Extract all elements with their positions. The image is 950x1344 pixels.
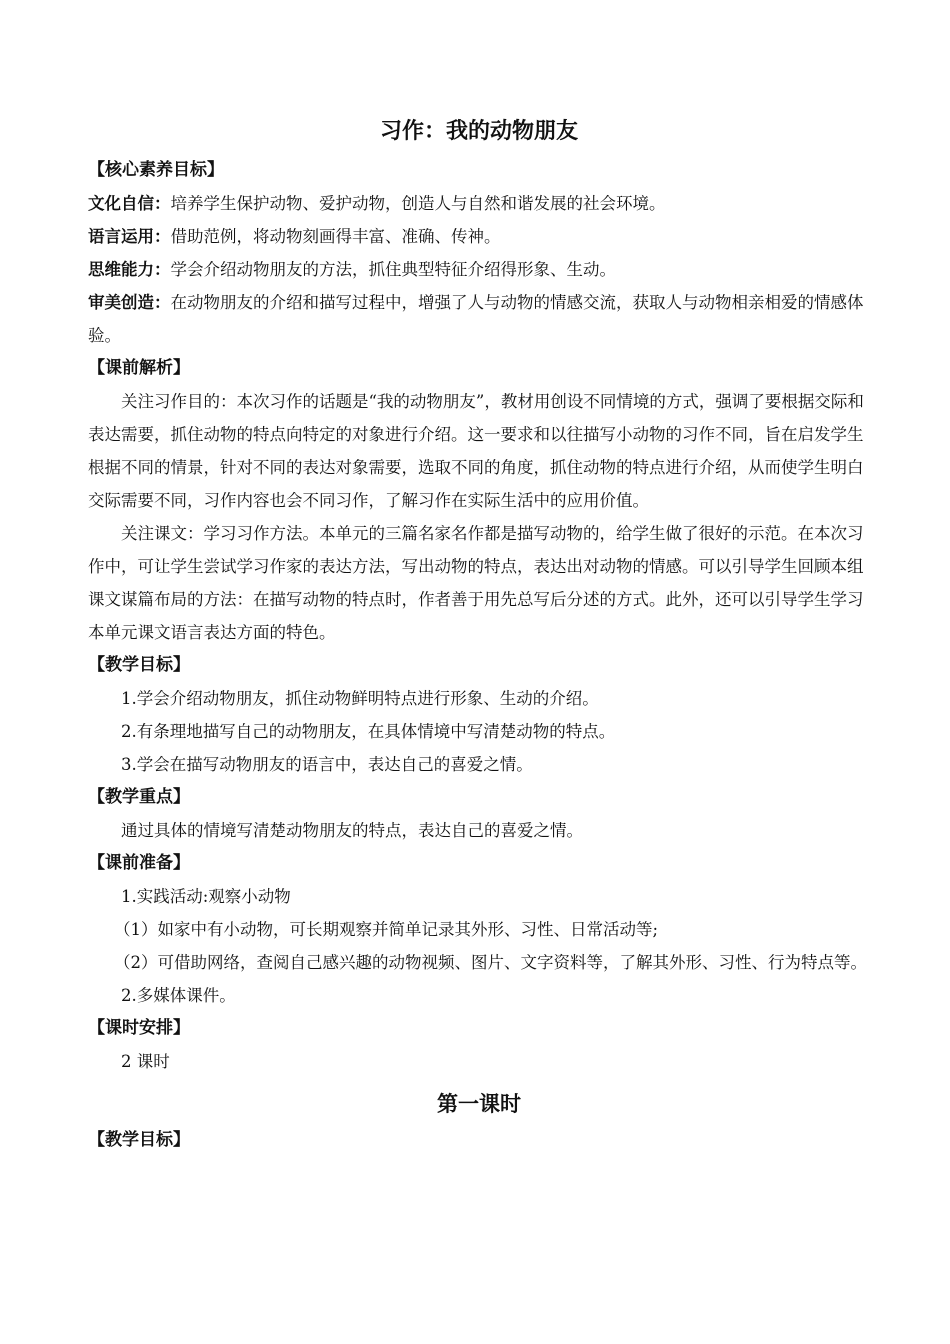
schedule-text: 2 课时	[121, 1052, 170, 1071]
lesson-goals-heading: 【教学目标】	[88, 1130, 190, 1150]
preparation-item: 1.实践活动:观察小动物	[121, 887, 291, 906]
pre-analysis-paragraph: 关注课文：学习习作方法。本单元的三篇名家名作都是描写动物的，给学生做了很好的示范。在本次习作中，可让学生尝试学习作家的表达方法，写出动物的特点，表达出对动物的情感。可以引导学生回顾本组课文谋篇布局的方法：在描写动物的特点时，作者善于用先总写后分述的方式。此外，还可以引导学生学习本单元课文语言表达方面的特色。	[88, 524, 864, 642]
core-goal-text: 学会介绍动物朋友的方法，抓住典型特征介绍得形象、生动。	[170, 260, 616, 279]
core-goal-label: 语言运用：	[88, 227, 171, 246]
pre-analysis-paragraph: 关注习作目的：本次习作的话题是“我的动物朋友”，教材用创设不同情境的方式，强调了要根据交际和表达需要，抓住动物的特点向特定的对象进行介绍。这一要求和以往描写小动物的习作不同，旨在启发学生根据不同的情景，针对不同的表达对象需要，选取不同的角度，抓住动物的特点进行介绍，从而使学生明白交际需要不同，习作内容也会不同习作，了解习作在实际生活中的应用价值。	[88, 392, 864, 510]
teaching-goal-item: 1.学会介绍动物朋友，抓住动物鲜明特点进行形象、生动的介绍。	[121, 689, 599, 708]
lesson-title: 第一课时	[437, 1092, 521, 1116]
preparation-subitem: （2）可借助网络，查阅自己感兴趣的动物视频、图片、文字资料等，了解其外形、习性、行为特点等。	[114, 953, 867, 972]
document-page	[88, 112, 870, 1157]
core-goal-label: 审美创造：	[88, 293, 171, 312]
schedule-heading: 【课时安排】	[88, 1018, 190, 1038]
teaching-goal-item: 3.学会在描写动物朋友的语言中，表达自己的喜爱之情。	[121, 755, 533, 774]
core-goal-text: 借助范例，将动物刻画得丰富、准确、传神。	[170, 227, 501, 246]
preparation-item: 2.多媒体课件。	[121, 986, 236, 1005]
core-goal-language	[88, 220, 870, 253]
preparation-subitem: （1）如家中有小动物，可长期观察并简单记录其外形、习性、日常活动等;	[114, 920, 659, 939]
preparation-heading: 【课前准备】	[88, 853, 190, 873]
core-goal-culture	[88, 187, 870, 220]
key-points-heading: 【教学重点】	[88, 787, 190, 807]
core-goals-heading: 【核心素养目标】	[88, 160, 224, 180]
key-points-text: 通过具体的情境写清楚动物朋友的特点，表达自己的喜爱之情。	[121, 821, 583, 840]
pre-analysis-heading: 【课前解析】	[88, 358, 190, 378]
core-goal-text: 培养学生保护动物、爱护动物，创造人与自然和谐发展的社会环境。	[170, 194, 666, 213]
teaching-goal-item: 2.有条理地描写自己的动物朋友，在具体情境中写清楚动物的特点。	[121, 722, 616, 741]
core-goal-text: 在动物朋友的介绍和描写过程中，增强了人与动物的情感交流，获取人与动物相亲相爱的情感体验。	[88, 293, 864, 345]
core-goal-label: 文化自信：	[88, 194, 171, 213]
document-title: 习作：我的动物朋友	[379, 119, 578, 144]
teaching-goals-heading: 【教学目标】	[88, 655, 190, 675]
core-goal-aesthetic	[88, 286, 870, 352]
core-goal-thinking	[88, 253, 870, 286]
core-goal-label: 思维能力：	[88, 260, 171, 279]
